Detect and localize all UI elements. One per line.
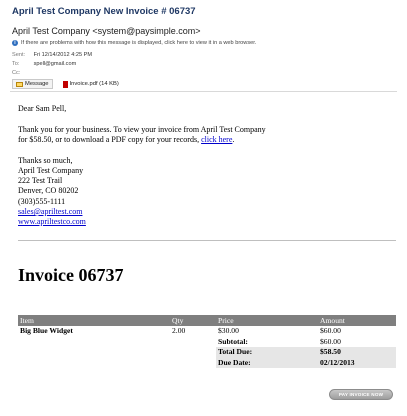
display-notice-text[interactable]: If there are problems with how this message is displayed, click here to view it in a web browser. xyxy=(21,40,257,46)
display-notice[interactable] xyxy=(12,40,256,46)
item-amount: $60.00 xyxy=(320,326,341,336)
greeting: Dear Sam Pell, xyxy=(18,104,67,113)
due-date-row xyxy=(18,357,396,368)
sent-value: Fri 12/14/2012 4:25 PM xyxy=(33,52,93,58)
website-link[interactable]: www.apriltestco.com xyxy=(18,217,86,226)
total-due-value: $58.50 xyxy=(318,347,396,358)
body-line-1: Thank you for your business. To view your invoice from April Test Company xyxy=(18,125,266,134)
body-line-2 xyxy=(18,135,234,145)
sender-address[interactable]: April Test Company <system@paysimple.com> xyxy=(12,26,201,36)
to-row xyxy=(12,61,76,67)
col-amount: Amount xyxy=(318,315,396,326)
due-date-value: 02/12/2013 xyxy=(318,357,396,368)
col-price: Price xyxy=(216,315,318,326)
body-line-2-text: for $58.50, or to download a PDF copy for your records, xyxy=(18,135,202,144)
total-due-label: Total Due: xyxy=(216,347,318,358)
cc-label: Cc: xyxy=(12,70,21,76)
body-line-2-end: . xyxy=(232,135,235,144)
street-address: 222 Test Trail xyxy=(18,176,63,185)
subtotal-label: Subtotal: xyxy=(218,336,248,346)
attachment-bar xyxy=(12,79,123,89)
invoice-table xyxy=(18,315,396,368)
city-address: Denver, CO 80202 xyxy=(18,186,79,195)
pdf-file-icon xyxy=(63,81,68,88)
click-here-link[interactable]: click here xyxy=(201,135,233,144)
subtotal-row xyxy=(18,336,396,347)
pdf-attachment[interactable] xyxy=(59,79,123,89)
message-tab[interactable] xyxy=(12,79,53,89)
total-due-row xyxy=(18,347,396,358)
item-name: Big Blue Widget xyxy=(20,326,73,336)
item-price: $30.00 xyxy=(218,326,239,336)
message-subject: April Test Company New Invoice # 06737 xyxy=(12,6,196,17)
header-divider xyxy=(10,91,397,92)
table-header-row xyxy=(18,315,396,326)
col-item: Item xyxy=(18,315,170,326)
invoice-title: Invoice 06737 xyxy=(18,265,124,285)
item-qty: 2.00 xyxy=(172,326,186,336)
cc-row xyxy=(12,70,32,76)
sent-label: Sent: xyxy=(12,52,26,58)
col-qty: Qty xyxy=(170,315,216,326)
pdf-attachment-label: Invoice.pdf (14 KB) xyxy=(69,81,119,87)
info-icon: i xyxy=(12,40,18,46)
message-header xyxy=(0,0,407,84)
envelope-icon xyxy=(16,82,23,87)
phone-number: (303)555-1111 xyxy=(18,197,66,206)
to-value[interactable]: spell@gmail.com xyxy=(33,61,77,67)
body-divider xyxy=(18,240,396,241)
subtotal-value: $60.00 xyxy=(320,336,341,346)
message-tab-label: Message xyxy=(25,81,49,87)
sent-row xyxy=(12,52,92,58)
signoff: Thanks so much, xyxy=(18,156,73,165)
company-name: April Test Company xyxy=(18,166,84,175)
table-row xyxy=(18,326,396,337)
email-link[interactable]: sales@apriltest.com xyxy=(18,207,83,216)
due-date-label: Due Date: xyxy=(216,357,318,368)
to-label: To: xyxy=(12,61,20,67)
pay-invoice-button[interactable]: PAY INVOICE NOW xyxy=(329,389,393,400)
